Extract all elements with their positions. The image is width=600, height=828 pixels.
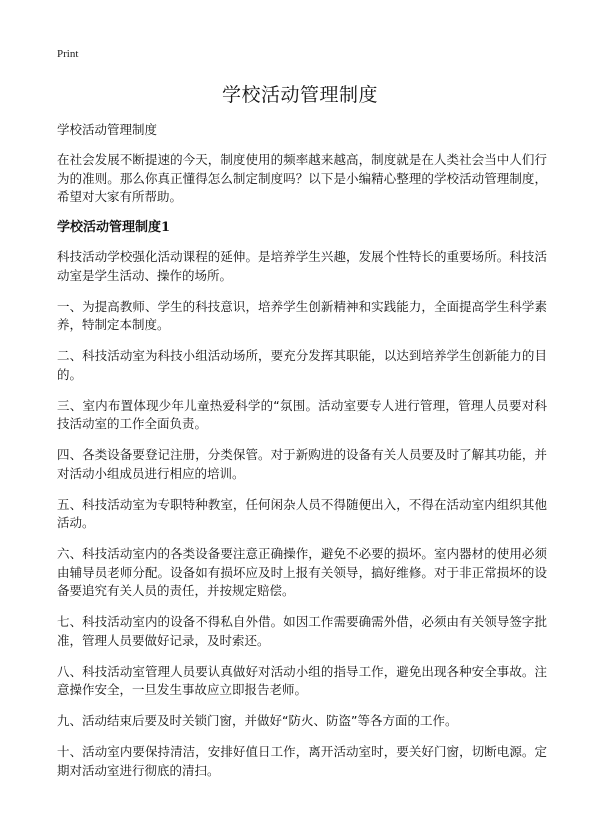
paragraph: 七、科技活动室内的设备不得私自外借。如因工作需要确需外借，必须由有关领导签字批准，管理人员要做好记录，及时索还。 — [57, 614, 547, 648]
paragraph: 四、各类设备要登记注册，分类保管。对于新购进的设备有关人员要及时了解其功能，并对活动小组成员进行相应的培训。 — [57, 447, 547, 481]
paragraph: 八、科技活动室管理人员要认真做好对活动小组的指导工作，避免出现各种安全事故。注意操作安全，一旦发生事故应立即报告老师。 — [57, 663, 547, 697]
print-link[interactable]: Print — [57, 48, 79, 60]
paragraph: 一、为提高教师、学生的科技意识，培养学生创新精神和实践能力，全面提高学生科学素养，特制定本制度。 — [57, 298, 547, 332]
intro-paragraph: 在社会发展不断提速的今天，制度使用的频率越来越高，制度就是在人类社会当中人们行为的准则。那么你真正懂得怎么制定制度吗？以下是小编精心整理的学校活动管理制度，希望对大家有所帮助。 — [57, 152, 547, 204]
paragraph: 科技活动学校强化活动课程的延伸。是培养学生兴趣，发展个性特长的重要场所。科技活动室是学生活动、操作的场所。 — [57, 249, 547, 283]
paragraph: 三、室内布置体现少年儿童热爱科学的“氛围。活动室要专人进行管理，管理人员要对科技活动室的工作全面负责。 — [57, 397, 547, 431]
paragraph: 二、科技活动室为科技小组活动场所，要充分发挥其职能，以达到培养学生创新能力的目的。 — [57, 348, 547, 382]
section-heading: 学校活动管理制度1 — [57, 220, 171, 235]
paragraph: 五、科技活动室为专职特种教室，任何闲杂人员不得随便出入，不得在活动室内组织其他活动。 — [57, 496, 547, 530]
paragraph: 九、活动结束后要及时关锁门窗，并做好“防火、防盗”等各方面的工作。 — [57, 713, 458, 728]
document-subtitle: 学校活动管理制度 — [57, 122, 158, 137]
paragraph: 六、科技活动室内的各类设备要注意正确操作，避免不必要的损坏。室内器材的使用必须由辅导员老师分配。设备如有损坏应及时上报有关领导，搞好维修。对于非正常损坏的设备要追究有关人员的责任，并按规定赔偿。 — [57, 546, 547, 598]
document-title: 学校活动管理制度 — [221, 84, 378, 106]
document-body — [57, 121, 547, 793]
paragraph: 十、活动室内要保持清洁，安排好值日工作，离开活动室时，要关好门窗，切断电源。定期对活动室进行彻底的清扫。 — [57, 744, 547, 778]
